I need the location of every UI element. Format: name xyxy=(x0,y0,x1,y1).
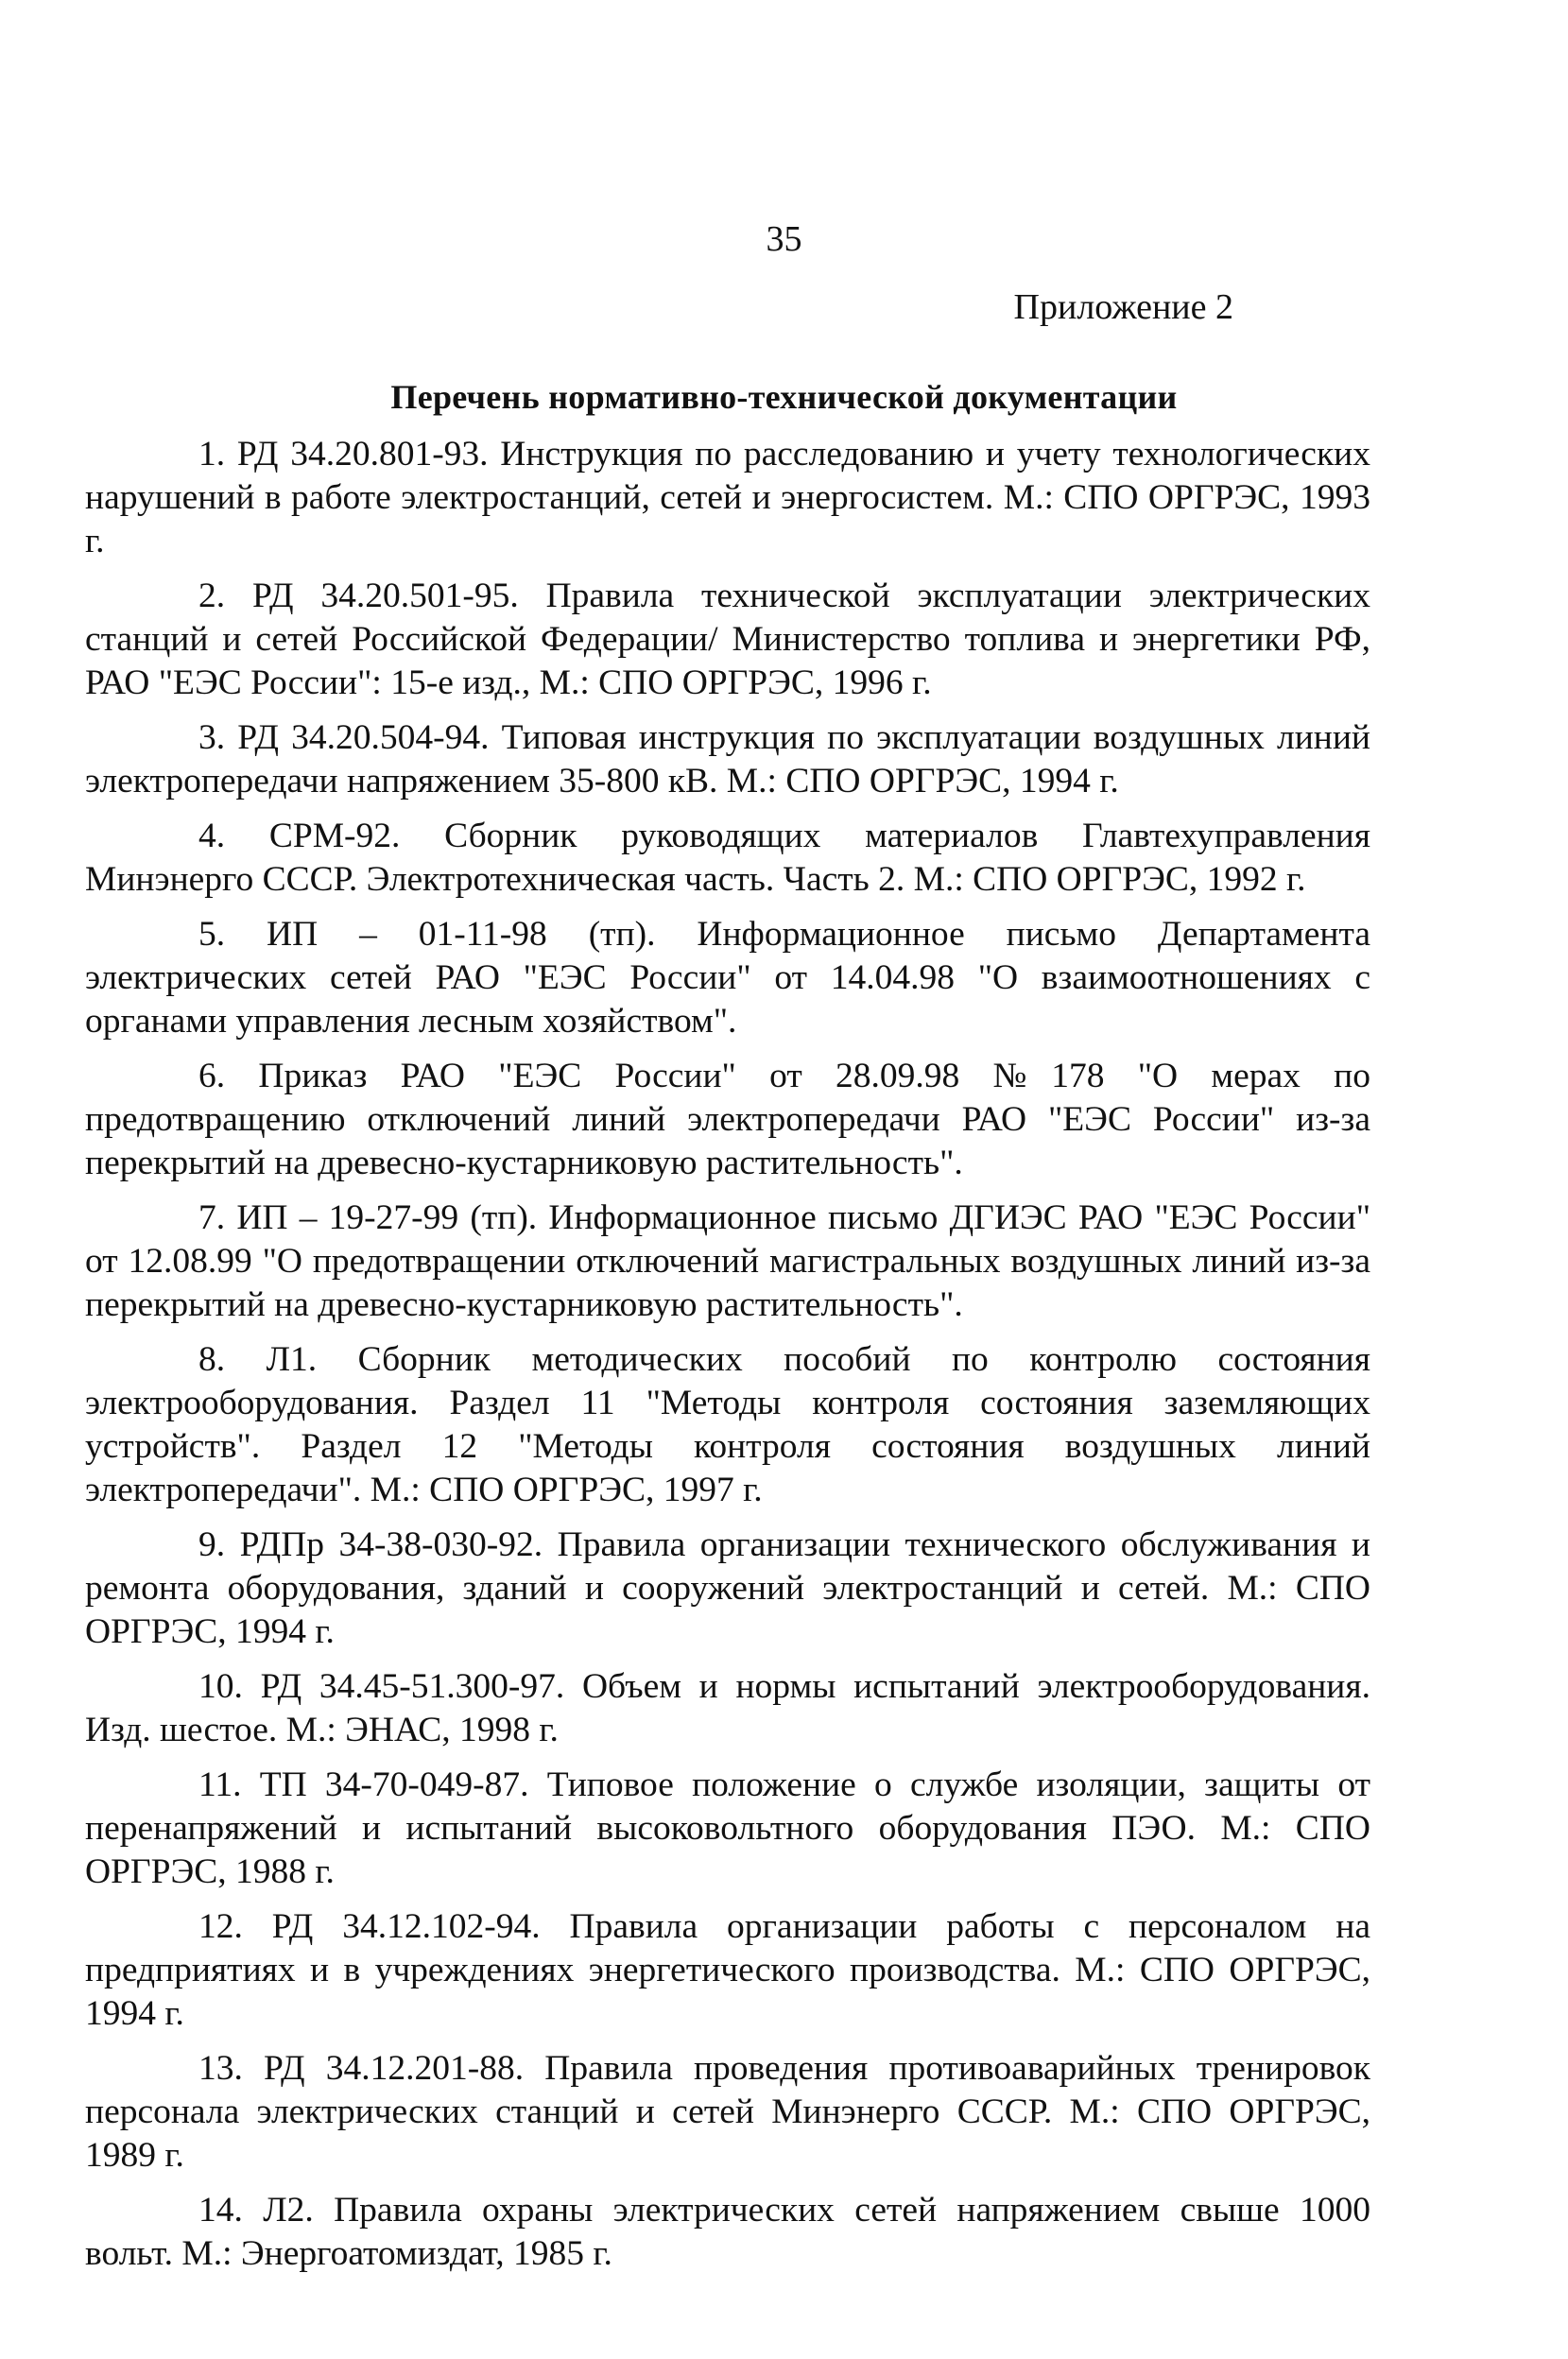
page-title: Перечень нормативно-технической документации xyxy=(390,378,1178,416)
page-number: 35 xyxy=(766,219,802,259)
appendix-label: Приложение 2 xyxy=(1013,287,1233,327)
list-item: 5. ИП – 01-11-98 (тп). Информационное письмо Департамента электрических сетей РАО "ЕЭС России" от 14.04.98 "О взаимоотношениях с органами управления лесным хозяйством". xyxy=(85,915,1370,1041)
list-item: 13. РД 34.12.201-88. Правила проведения противоаварийных тренировок персонала электрических станций и сетей Минэнерго СССР. М.: СПО ОРГРЭС, 1989 г. xyxy=(85,2049,1370,2175)
list-item: 14. Л2. Правила охраны электрических сетей напряжением свыше 1000 вольт. М.: Энергоатомиздат, 1985 г. xyxy=(85,2191,1370,2273)
list-item: 6. Приказ РАО "ЕЭС России" от 28.09.98 №178 "О мерах по предотвращению отключений линий электропередачи РАО "ЕЭС России" из-за перекрытий на древесно-кустарниковую растительность". xyxy=(85,1057,1370,1182)
list-item: 3. РД 34.20.504-94. Типовая инструкция по эксплуатации воздушных линий электропередачи напряжением 35-800 кВ. М.: СПО ОРГРЭС, 1994 г. xyxy=(85,718,1370,801)
list-item: 4. СРМ-92. Сборник руководящих материалов Главтехуправления Минэнерго СССР. Электротехническая часть. Часть 2. М.: СПО ОРГРЭС, 1992 г. xyxy=(85,817,1370,899)
list-item: 12. РД 34.12.102-94. Правила организации работы с персоналом на предприятиях и в учреждениях энергетического производства. М.: СПО ОРГРЭС, 1994 г. xyxy=(85,1907,1370,2033)
list-item: 7. ИП – 19-27-99 (тп). Информационное письмо ДГИЭС РАО "ЕЭС России" от 12.08.99 "О предотвращении отключений магистральных воздушных линий из-за перекрытий на древесно-кустарниковую растительность". xyxy=(85,1198,1370,1324)
list-item: 11. ТП 34-70-049-87. Типовое положение о службе изоляции, защиты от перенапряжений и испытаний высоковольтного оборудования ПЭО. М.: СПО ОРГРЭС, 1988 г. xyxy=(85,1765,1370,1891)
document-list xyxy=(85,433,1370,2287)
list-item: 2. РД 34.20.501-95. Правила технической эксплуатации электрических станций и сетей Российской Федерации/ Министерство топлива и энергетики РФ, РАО "ЕЭС России": 15-е изд., М.: СПО ОРГРЭС, 1996 г. xyxy=(85,577,1370,702)
list-item: 8. Л1. Сборник методических пособий по контролю состояния электрооборудования. Раздел 11 "Методы контроля состояния заземляющих устройств". Раздел 12 "Методы контроля состояния воздушных линий электропередачи". М.: СПО ОРГРЭС, 1997 г. xyxy=(85,1340,1370,1509)
list-item: 10. РД 34.45-51.300-97. Объем и нормы испытаний электрооборудования. Изд. шестое. М.: ЭНАС, 1998 г. xyxy=(85,1667,1370,1749)
list-item: 1. РД 34.20.801-93. Инструкция по расследованию и учету технологических нарушений в работе электростанций, сетей и энергосистем. М.: СПО ОРГРЭС, 1993 г. xyxy=(85,435,1370,560)
list-item: 9. РДПр 34-38-030-92. Правила организации технического обслуживания и ремонта оборудования, зданий и сооружений электростанций и сетей. М.: СПО ОРГРЭС, 1994 г. xyxy=(85,1525,1370,1651)
